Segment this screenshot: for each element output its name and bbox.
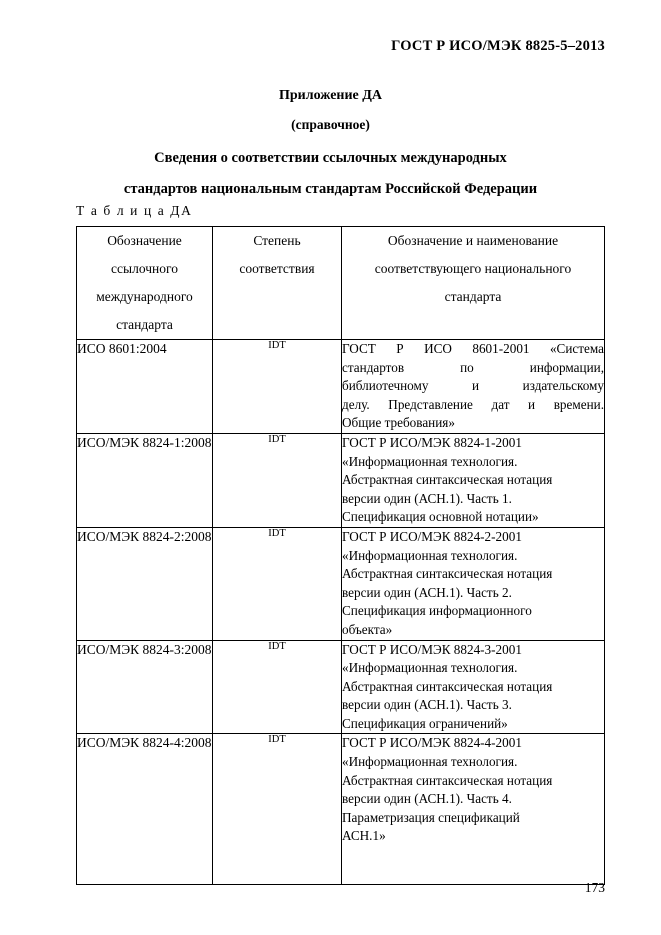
cell-ref: ИСО/МЭК 8824-1:2008 (77, 433, 213, 527)
cell-national-line: «Информационная технология. (342, 660, 518, 676)
table-header-national-line2: соответствующего национального (374, 261, 572, 276)
cell-degree: IDT (213, 433, 342, 527)
table-row (77, 340, 605, 434)
cell-national-line: ГОСТ Р ИСО 8601-2001 «Система (342, 341, 604, 356)
cell-national-line: Абстрактная синтаксическая нотация (342, 772, 553, 788)
table-header-national-line3: стандарта (444, 289, 502, 304)
cell-national (342, 734, 605, 885)
cell-national-line: «Информационная технология. (342, 754, 518, 770)
cell-national-line: Спецификация ограничений» (342, 715, 508, 731)
page-number: 173 (584, 880, 605, 895)
table-row (77, 734, 605, 885)
cell-national-line: версии один (АСН.1). Часть 1. (342, 490, 512, 506)
table-header-ref-line2: ссылочного (111, 261, 178, 276)
table-caption: Т а б л и ц а ДА (76, 203, 193, 218)
cell-national-line: ГОСТ Р ИСО/МЭК 8824-2-2001 (342, 528, 522, 544)
cell-ref: ИСО/МЭК 8824-2:2008 (77, 527, 213, 640)
cell-national-line: делу. Представление дат и времени. (342, 396, 604, 412)
table-header-ref-line3: международного (96, 289, 193, 304)
annex-title: Приложение ДА (278, 88, 383, 103)
annex-heading (56, 143, 605, 205)
cell-national-line: Абстрактная синтаксическая нотация (342, 678, 553, 694)
cell-degree: IDT (213, 640, 342, 734)
cell-national-line: Абстрактная синтаксическая нотация (342, 566, 553, 582)
cell-national-line: АСН.1» (342, 828, 386, 844)
cell-national-line: Абстрактная синтаксическая нотация (342, 472, 553, 488)
cell-ref: ИСО/МЭК 8824-3:2008 (77, 640, 213, 734)
table-row (77, 433, 605, 527)
cell-national-line: Спецификация основной нотации» (342, 509, 539, 525)
cell-national-line: Параметризация спецификаций (342, 809, 520, 825)
annex-subtitle: (справочное) (291, 117, 370, 132)
table-header-ref-line4: стандарта (116, 317, 173, 332)
cell-national-line: объекта» (342, 621, 393, 637)
cell-degree: IDT (213, 734, 342, 885)
table-header-ref (77, 227, 213, 340)
cell-national-line: ГОСТ Р ИСО/МЭК 8824-3-2001 (342, 641, 522, 657)
cell-national (342, 433, 605, 527)
cell-national-line: «Информационная технология. (342, 547, 518, 563)
cell-national-line: ГОСТ Р ИСО/МЭК 8824-1-2001 (342, 434, 522, 450)
annex-heading-line1: Сведения о соответствии ссылочных международных (154, 150, 507, 166)
cell-national-line: версии один (АСН.1). Часть 3. (342, 697, 512, 713)
cell-national-line: ГОСТ Р ИСО/МЭК 8824-4-2001 (342, 735, 522, 751)
cell-national-line: стандартов по информации, (342, 359, 604, 375)
cell-national-line: «Информационная технология. (342, 453, 518, 469)
annex-heading-line2: стандартов национальным стандартам Российской Федерации (123, 181, 538, 197)
table-row (77, 640, 605, 734)
cell-spacer (342, 846, 604, 884)
cell-ref: ИСО 8601:2004 (77, 340, 213, 434)
correspondence-table (76, 226, 605, 885)
table-header-degree-line2: соответствия (239, 261, 315, 276)
table-row (77, 527, 605, 640)
cell-ref: ИСО/МЭК 8824-4:2008 (77, 734, 213, 885)
cell-degree: IDT (213, 527, 342, 640)
cell-national-line: версии один (АСН.1). Часть 4. (342, 791, 512, 807)
table-header-ref-line1: Обозначение (107, 233, 182, 248)
cell-national (342, 640, 605, 734)
table-header-national-line1: Обозначение и наименование (387, 233, 559, 248)
cell-degree: IDT (213, 340, 342, 434)
cell-national (342, 527, 605, 640)
cell-national-line: Общие требования» (342, 415, 455, 431)
cell-national (342, 340, 605, 434)
cell-national-line: библиотечному и издательскому (342, 378, 604, 394)
cell-national-line: версии один (АСН.1). Часть 2. (342, 584, 512, 600)
table-header-row (77, 227, 605, 340)
table-header-degree (213, 227, 342, 340)
table-header-national (342, 227, 605, 340)
cell-national-line: Спецификация информационного (342, 603, 532, 619)
table-header-degree-line1: Степень (253, 233, 301, 248)
page-header-standard: ГОСТ Р ИСО/МЭК 8825-5–2013 (391, 38, 605, 54)
